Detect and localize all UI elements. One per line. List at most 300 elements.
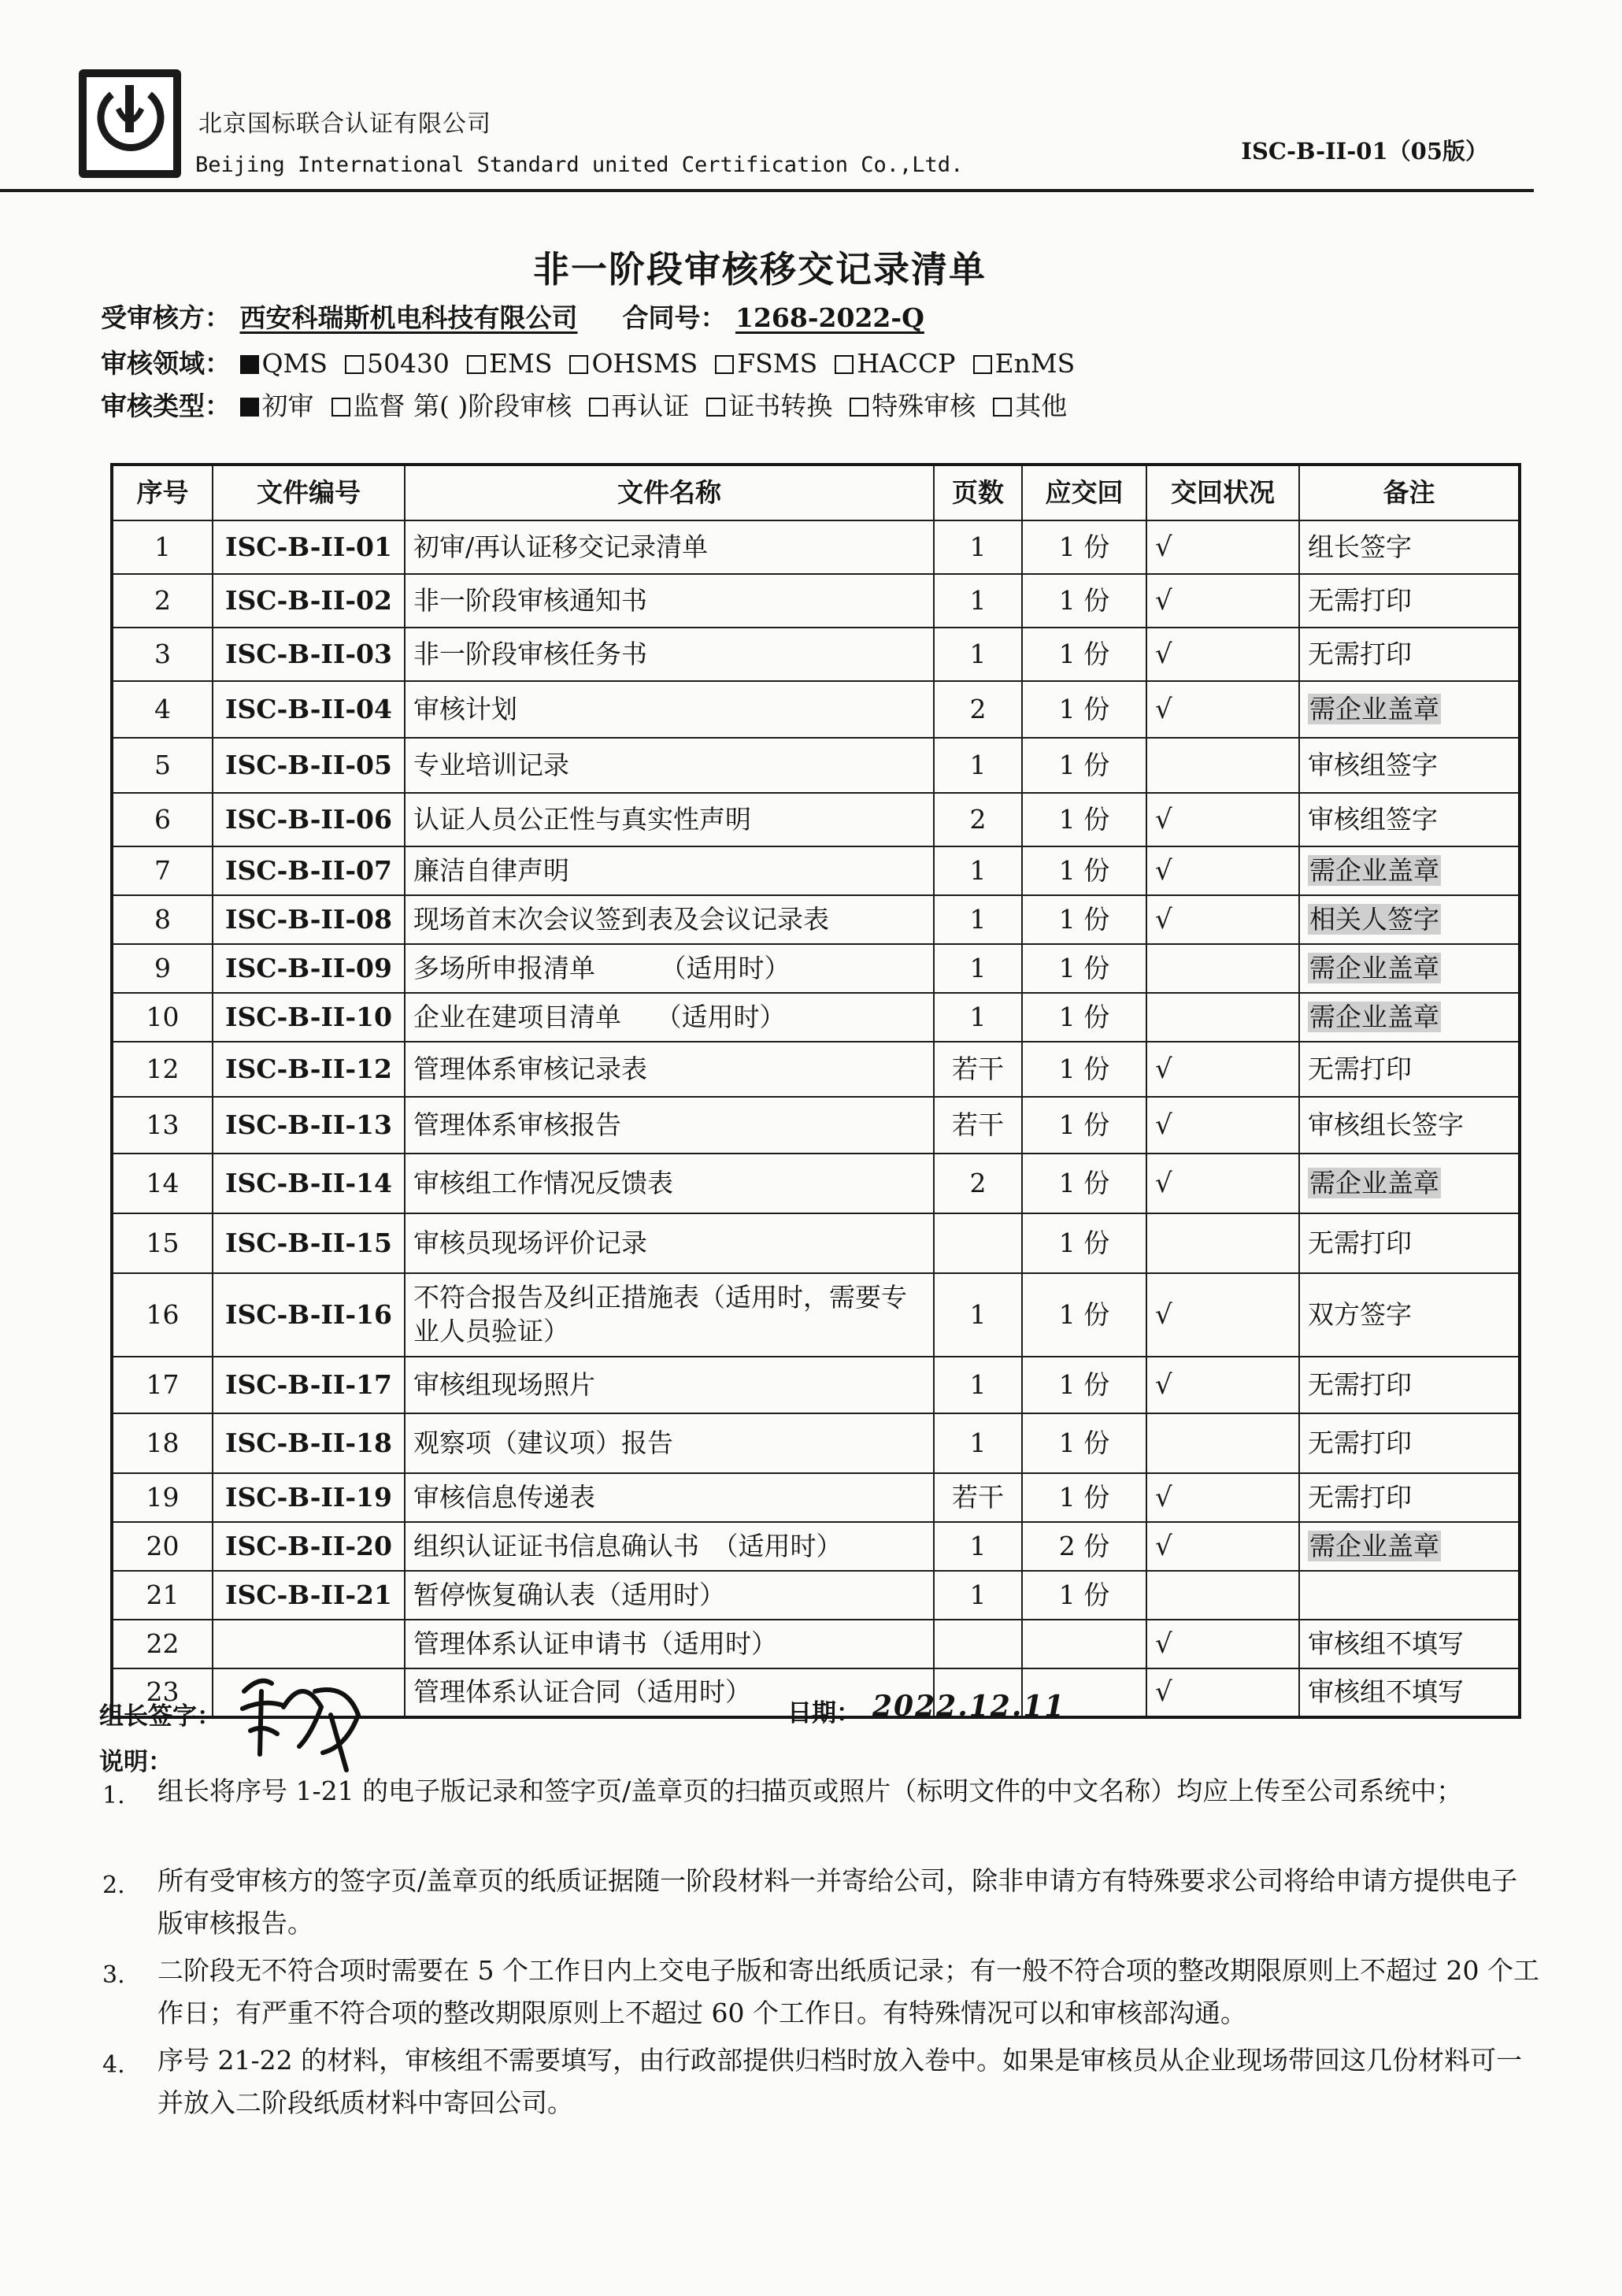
return-status-cell	[1146, 1522, 1299, 1571]
domain-options	[240, 348, 1093, 379]
row-number-cell	[112, 1571, 213, 1620]
table-row	[112, 1413, 1520, 1473]
row-number: 12	[146, 1053, 180, 1084]
copies-due-cell	[1022, 1097, 1146, 1154]
return-status-cell	[1146, 846, 1299, 895]
return-status-cell	[1146, 1668, 1299, 1717]
table-row	[112, 1273, 1520, 1357]
file-code: ISC-B-II-21	[225, 1579, 392, 1610]
return-status-cell	[1146, 1357, 1299, 1413]
file-code: ISC-B-II-06	[225, 803, 392, 835]
type-label: 审核类型：	[101, 391, 231, 421]
remark: 需企业盖章	[1309, 1530, 1439, 1561]
file-code-cell	[213, 1413, 405, 1473]
file-code-cell	[213, 1213, 405, 1273]
row-number-cell	[112, 681, 213, 738]
return-status-cell	[1146, 628, 1299, 681]
company-logo	[79, 69, 181, 178]
option-label: 监督 第( )阶段审核	[353, 391, 572, 421]
file-code: ISC-B-II-16	[225, 1298, 392, 1330]
file-code: ISC-B-II-02	[225, 584, 392, 616]
header-divider	[0, 189, 1534, 192]
row-number: 9	[154, 952, 171, 983]
file-code-cell	[213, 520, 405, 574]
return-status: √	[1155, 1167, 1172, 1199]
empty-box-icon	[850, 398, 868, 417]
page-count-cell	[934, 895, 1022, 944]
file-name: 不符合报告及纠正措施表（适用时，需要专业人员验证）	[413, 1282, 907, 1346]
remark: 需企业盖章	[1309, 1167, 1439, 1198]
copies-due-cell	[1022, 520, 1146, 574]
row-number: 1	[154, 531, 171, 562]
copies-due-cell	[1022, 1154, 1146, 1213]
header-code: 文件编号	[213, 465, 405, 520]
remark: 需企业盖章	[1309, 693, 1439, 724]
copies-due-cell	[1022, 1620, 1146, 1668]
copies-due-cell	[1022, 944, 1146, 993]
remark-cell	[1299, 1522, 1520, 1571]
remark-cell	[1299, 1213, 1520, 1273]
header-pages: 页数	[934, 465, 1022, 520]
row-number-cell	[112, 1213, 213, 1273]
file-name-cell	[405, 681, 934, 738]
page-count-cell	[934, 1042, 1022, 1097]
records-table	[110, 463, 1521, 1719]
row-number: 19	[146, 1481, 180, 1513]
note-item	[99, 1860, 1540, 1945]
file-name: 现场首末次会议签到表及会议记录表	[413, 903, 829, 935]
row-number: 2	[154, 584, 171, 616]
file-name-cell	[405, 1154, 934, 1213]
option-2	[345, 348, 450, 379]
copies-due: 1 份	[1058, 1227, 1110, 1258]
return-status-cell	[1146, 1042, 1299, 1097]
return-status: √	[1155, 1298, 1172, 1331]
table-row	[112, 1473, 1520, 1522]
remark: 审核组长签字	[1308, 1109, 1464, 1140]
audit-domain-line	[101, 343, 1092, 380]
file-code: ISC-B-II-04	[225, 693, 392, 724]
remark: 需企业盖章	[1309, 854, 1439, 886]
file-code: ISC-B-II-10	[225, 1001, 392, 1032]
page-count-cell	[934, 993, 1022, 1042]
copies-due: 1 份	[1058, 903, 1110, 935]
remark-cell	[1299, 1668, 1520, 1717]
file-name: 专业培训记录	[413, 749, 569, 780]
page-count: 1	[969, 1579, 987, 1610]
return-status: √	[1155, 1676, 1172, 1709]
page-count-cell	[934, 520, 1022, 574]
file-name-cell	[405, 1042, 934, 1097]
file-code: ISC-B-II-19	[225, 1481, 392, 1513]
remark-cell	[1299, 895, 1520, 944]
return-status: √	[1155, 693, 1172, 725]
table-row	[112, 1213, 1520, 1273]
copies-due-cell	[1022, 1522, 1146, 1571]
option-7	[973, 348, 1076, 379]
note-number: 2.	[102, 1872, 125, 1899]
file-code: ISC-B-II-20	[225, 1530, 392, 1561]
row-number: 6	[154, 803, 171, 835]
return-status: √	[1155, 584, 1172, 617]
return-status-cell	[1146, 1473, 1299, 1522]
file-name: 初审/再认证移交记录清单	[413, 531, 709, 562]
row-number: 15	[146, 1227, 180, 1258]
page-count-cell	[934, 1413, 1022, 1473]
row-number-cell	[112, 846, 213, 895]
copies-due: 1 份	[1058, 854, 1110, 886]
file-code: ISC-B-II-09	[225, 952, 392, 983]
row-number: 21	[146, 1579, 180, 1610]
return-status-cell	[1146, 520, 1299, 574]
row-number: 4	[154, 693, 171, 724]
page-count: 若干	[952, 1053, 1004, 1084]
file-name: 审核计划	[413, 693, 517, 724]
return-status-cell	[1146, 895, 1299, 944]
empty-box-icon	[467, 355, 486, 374]
copies-due: 1 份	[1058, 749, 1110, 780]
copies-due: 1 份	[1058, 952, 1110, 983]
file-code-cell	[213, 895, 405, 944]
file-name: 组织认证证书信息确认书 （适用时）	[413, 1530, 842, 1561]
date-value: 2022.12.11	[872, 1690, 1066, 1723]
table-row	[112, 574, 1520, 628]
return-status-cell	[1146, 1571, 1299, 1620]
company-name-en: Beijing International Standard united Certification Co.,Ltd.	[195, 153, 964, 177]
row-number: 8	[154, 903, 171, 935]
file-code: ISC-B-II-12	[225, 1053, 392, 1084]
copies-due: 1 份	[1058, 1427, 1110, 1458]
row-number-cell	[112, 993, 213, 1042]
row-number: 13	[146, 1109, 180, 1140]
empty-box-icon	[993, 398, 1012, 417]
option-6	[993, 391, 1067, 421]
remark-cell	[1299, 574, 1520, 628]
file-code-cell	[213, 793, 405, 846]
copies-due-cell	[1022, 895, 1146, 944]
file-name: 观察项（建议项）报告	[413, 1427, 673, 1458]
return-status: √	[1155, 531, 1172, 563]
file-name-cell	[405, 520, 934, 574]
remark: 无需打印	[1308, 584, 1412, 616]
row-number: 14	[146, 1167, 180, 1198]
file-code-cell	[213, 1273, 405, 1357]
copies-due-cell	[1022, 1042, 1146, 1097]
row-number-cell	[112, 1154, 213, 1213]
remark: 审核组不填写	[1308, 1676, 1464, 1708]
page-count-cell	[934, 574, 1022, 628]
copies-due: 1 份	[1058, 803, 1110, 835]
company-name-cn: 北京国标联合认证有限公司	[198, 110, 491, 138]
file-code-cell	[213, 944, 405, 993]
return-status: √	[1155, 1628, 1172, 1660]
remark: 审核组不填写	[1308, 1628, 1464, 1659]
page-count: 1	[969, 638, 987, 669]
note-text: 组长将序号 1-21 的电子版记录和签字页/盖章页的扫描页或照片（标明文件的中文名称）均应上传至公司系统中；	[157, 1776, 1463, 1806]
file-code: ISC-B-II-14	[225, 1167, 392, 1198]
table-row	[112, 1357, 1520, 1413]
return-status-cell	[1146, 1620, 1299, 1668]
copies-due-cell	[1022, 1213, 1146, 1273]
file-code: ISC-B-II-18	[225, 1427, 392, 1458]
remark: 需企业盖章	[1309, 1001, 1439, 1032]
page-count-cell	[934, 1522, 1022, 1571]
page-count-cell	[934, 1154, 1022, 1213]
empty-box-icon	[715, 355, 734, 374]
file-code-cell	[213, 574, 405, 628]
return-status: √	[1155, 1109, 1172, 1141]
file-code-cell	[213, 1042, 405, 1097]
logo-mark-icon	[87, 77, 173, 170]
page-count-cell	[934, 1473, 1022, 1522]
note-item	[99, 2039, 1540, 2124]
row-number-cell	[112, 1522, 213, 1571]
remark: 无需打印	[1308, 1427, 1412, 1458]
row-number-cell	[112, 1273, 213, 1357]
row-number-cell	[112, 1097, 213, 1154]
return-status-cell	[1146, 1154, 1299, 1213]
file-name: 管理体系认证合同（适用时）	[413, 1676, 751, 1708]
remark-cell	[1299, 1154, 1520, 1213]
return-status: √	[1155, 638, 1172, 670]
table-row	[112, 1042, 1520, 1097]
option-5	[715, 348, 817, 379]
option-4	[706, 391, 832, 421]
file-name-cell	[405, 944, 934, 993]
document-title: 非一阶段审核移交记录清单	[533, 248, 987, 291]
file-name: 管理体系审核报告	[413, 1109, 621, 1140]
note-text: 序号 21-22 的材料，审核组不需要填写，由行政部提供归档时放入卷中。如果是审核员从企业现场带回这几份材料可一并放入二阶段纸质材料中寄回公司。	[157, 2045, 1523, 2118]
remark-cell	[1299, 681, 1520, 738]
copies-due-cell	[1022, 681, 1146, 738]
row-number: 16	[146, 1298, 180, 1330]
return-status-cell	[1146, 681, 1299, 738]
auditee-line	[101, 298, 924, 335]
copies-due: 1 份	[1058, 1298, 1110, 1330]
remark: 无需打印	[1308, 1053, 1412, 1084]
option-label: 再认证	[611, 391, 690, 421]
file-code-cell	[213, 1097, 405, 1154]
remark: 无需打印	[1308, 1368, 1412, 1400]
remark-cell	[1299, 793, 1520, 846]
remark-cell	[1299, 993, 1520, 1042]
page-count-cell	[934, 793, 1022, 846]
checked-box-icon	[240, 398, 259, 417]
page-count: 1	[969, 749, 987, 780]
page-count: 2	[969, 803, 987, 835]
file-name-cell	[405, 1473, 934, 1522]
page-count: 若干	[952, 1109, 1004, 1140]
remark: 无需打印	[1308, 638, 1412, 669]
option-label: FSMS	[737, 348, 818, 379]
file-code-cell	[213, 993, 405, 1042]
file-name-cell	[405, 993, 934, 1042]
file-code: ISC-B-II-01	[225, 531, 392, 562]
page-count-cell	[934, 1097, 1022, 1154]
empty-box-icon	[589, 398, 608, 417]
row-number: 10	[146, 1001, 180, 1032]
file-name-cell	[405, 895, 934, 944]
return-status: √	[1155, 803, 1172, 835]
option-2	[331, 391, 572, 421]
empty-box-icon	[973, 355, 992, 374]
copies-due: 1 份	[1058, 1481, 1110, 1513]
remark: 组长签字	[1308, 531, 1412, 562]
option-label: 初审	[261, 391, 314, 421]
page-count-cell	[934, 846, 1022, 895]
table-row	[112, 944, 1520, 993]
file-code-cell	[213, 1154, 405, 1213]
row-number: 3	[154, 638, 171, 669]
copies-due: 1 份	[1058, 1109, 1110, 1140]
remark-cell	[1299, 1620, 1520, 1668]
file-name-cell	[405, 1213, 934, 1273]
copies-due: 1 份	[1058, 1579, 1110, 1610]
page-count-cell	[934, 1357, 1022, 1413]
file-code: ISC-B-II-08	[225, 903, 392, 935]
domain-label: 审核领域：	[101, 348, 231, 379]
page-count-cell	[934, 1213, 1022, 1273]
row-number-cell	[112, 520, 213, 574]
return-status-cell	[1146, 1097, 1299, 1154]
table-row	[112, 846, 1520, 895]
auditee-value: 西安科瑞斯机电科技有限公司	[239, 302, 578, 333]
header-name: 文件名称	[405, 465, 934, 520]
copies-due: 1 份	[1058, 693, 1110, 724]
file-code-cell	[213, 1571, 405, 1620]
option-3	[589, 391, 689, 421]
file-code: ISC-B-II-17	[225, 1368, 392, 1400]
contract-label: 合同号：	[622, 302, 727, 333]
option-label: EnMS	[994, 348, 1076, 379]
copies-due-cell	[1022, 993, 1146, 1042]
page-count-cell	[934, 628, 1022, 681]
option-label: 证书转换	[728, 391, 833, 421]
note-item	[99, 1950, 1540, 2035]
page-count-cell	[934, 738, 1022, 793]
note-number: 4.	[102, 2051, 125, 2079]
copies-due: 1 份	[1058, 1001, 1110, 1032]
file-name: 企业在建项目清单 （适用时）	[413, 1001, 786, 1032]
remark: 需企业盖章	[1309, 952, 1439, 983]
table-row	[112, 1154, 1520, 1213]
note-text: 所有受审核方的签字页/盖章页的纸质证据随一阶段材料一并寄给公司，除非申请方有特殊要求公司将给申请方提供电子版审核报告。	[157, 1865, 1518, 1939]
empty-box-icon	[569, 355, 588, 374]
page-count: 1	[969, 952, 987, 983]
file-name-cell	[405, 574, 934, 628]
page-count: 2	[969, 1167, 987, 1198]
option-5	[850, 391, 976, 421]
row-number-cell	[112, 944, 213, 993]
remark-cell	[1299, 944, 1520, 993]
row-number-cell	[112, 1042, 213, 1097]
file-name-cell	[405, 1357, 934, 1413]
table-row	[112, 895, 1520, 944]
date-label: 日期：	[787, 1699, 861, 1728]
remark: 相关人签字	[1309, 903, 1439, 935]
copies-due: 1 份	[1058, 584, 1110, 616]
return-status: √	[1155, 1530, 1172, 1562]
option-3	[467, 348, 553, 379]
option-4	[569, 348, 698, 379]
type-options	[240, 391, 1085, 421]
remark-cell	[1299, 1357, 1520, 1413]
remark: 无需打印	[1308, 1227, 1412, 1258]
page-count-cell	[934, 681, 1022, 738]
file-code-cell	[213, 1357, 405, 1413]
option-label: 50430	[366, 348, 450, 379]
row-number-cell	[112, 1620, 213, 1668]
handwritten-signature	[228, 1660, 378, 1778]
file-name-cell	[405, 1620, 934, 1668]
note-item	[99, 1770, 1540, 1813]
page-count-cell	[934, 1571, 1022, 1620]
page-count: 1	[969, 854, 987, 886]
return-status-cell	[1146, 1413, 1299, 1473]
file-code-cell	[213, 628, 405, 681]
table-row	[112, 993, 1520, 1042]
table-row	[112, 793, 1520, 846]
file-code: ISC-B-II-05	[225, 749, 392, 780]
file-name: 非一阶段审核通知书	[413, 584, 647, 616]
page-count: 1	[969, 1427, 987, 1458]
table-row	[112, 1571, 1520, 1620]
page-count: 1	[969, 1298, 987, 1330]
empty-box-icon	[835, 355, 854, 374]
row-number: 22	[146, 1628, 180, 1659]
row-number-cell	[112, 574, 213, 628]
return-status: √	[1155, 854, 1172, 887]
contract-value: 1268-2022-Q	[735, 302, 924, 333]
row-number: 23	[146, 1676, 180, 1708]
remark-cell	[1299, 520, 1520, 574]
remark-cell	[1299, 1473, 1520, 1522]
copies-due-cell	[1022, 1571, 1146, 1620]
page-count: 1	[969, 584, 987, 616]
file-name: 审核信息传递表	[413, 1481, 595, 1513]
option-label: HACCP	[857, 348, 956, 379]
empty-box-icon	[331, 398, 350, 417]
table-header-row	[112, 465, 1520, 520]
option-label: OHSMS	[591, 348, 698, 379]
leader-sign-label: 组长签字：	[99, 1702, 221, 1731]
page-count: 1	[969, 903, 987, 935]
row-number: 5	[154, 749, 171, 780]
return-status-cell	[1146, 574, 1299, 628]
note-number: 1.	[102, 1782, 125, 1809]
table-row	[112, 520, 1520, 574]
page-count: 1	[969, 1368, 987, 1400]
file-code-cell	[213, 681, 405, 738]
note-text: 二阶段无不符合项时需要在 5 个工作日内上交电子版和寄出纸质记录；有一般不符合项的整改期限原则上不超过 20 个工作日；有严重不符合项的整改期限原则上不超过 60 个工作日。有特殊情况可以和审核部沟通。	[157, 1955, 1539, 2028]
file-code: ISC-B-II-15	[225, 1227, 392, 1258]
file-name: 审核员现场评价记录	[413, 1227, 647, 1258]
copies-due-cell	[1022, 1357, 1146, 1413]
file-name: 管理体系认证申请书（适用时）	[413, 1628, 777, 1659]
copies-due-cell	[1022, 574, 1146, 628]
file-name-cell	[405, 1571, 934, 1620]
remark: 无需打印	[1308, 1481, 1412, 1513]
file-name: 廉洁自律声明	[413, 854, 569, 886]
return-status-cell	[1146, 1213, 1299, 1273]
remark-cell	[1299, 1273, 1520, 1357]
row-number: 18	[146, 1427, 180, 1458]
page-count: 1	[969, 531, 987, 562]
page-count: 2	[969, 693, 987, 724]
copies-due-cell	[1022, 1473, 1146, 1522]
remark: 审核组签字	[1308, 803, 1438, 835]
row-number-cell	[112, 738, 213, 793]
